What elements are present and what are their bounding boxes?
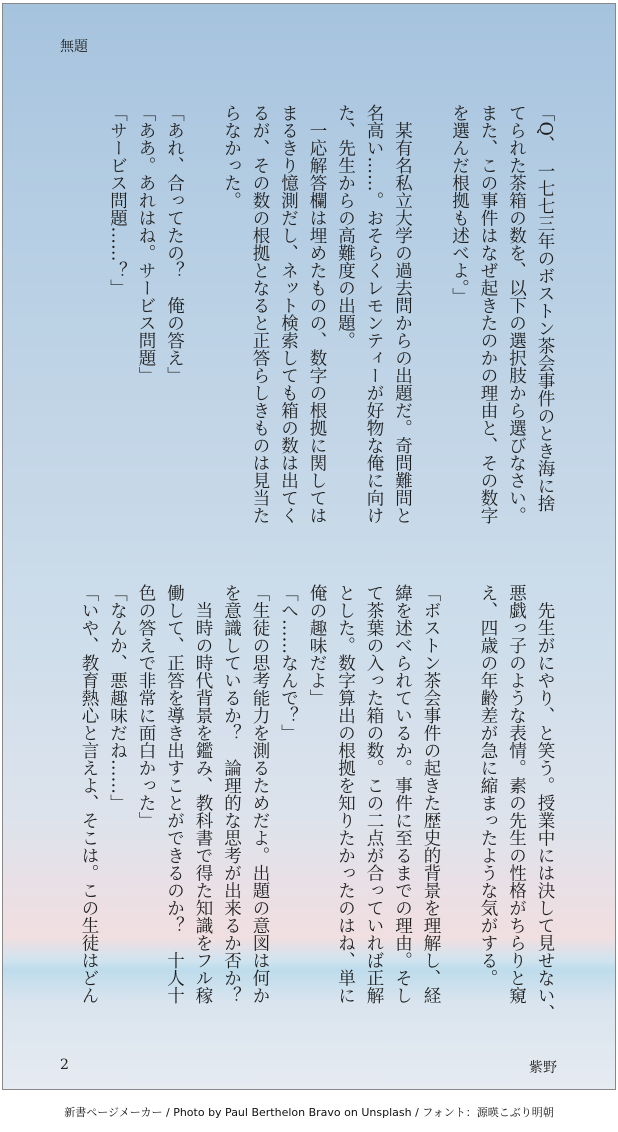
text-block-top <box>59 104 559 544</box>
text-line: を意識しているか？ 論理的な思考が出来るか否か？ <box>221 584 242 1004</box>
text-block-bottom <box>59 584 559 1024</box>
text-line: 「生徒の思考能力を測るためだよ。出題の意図は何か <box>250 584 270 1004</box>
page-title: 無題 <box>60 39 88 55</box>
text-line: 「あれ、合ってたの？ 俺の答え」 <box>164 104 185 384</box>
text-line: 緯を述べられているか。事件に至るまでの理由。そし <box>392 584 413 1004</box>
blank-line <box>445 584 474 1024</box>
text-line: 一応解答欄は埋めたものの、数字の根拠に関しては <box>307 104 327 524</box>
text-line: 「ボストン茶会事件の起きた歴史的背景を理解し、経 <box>421 584 441 1004</box>
text-line: とした。数字算出の根拠を知りたかったのはね、単に <box>335 584 356 1004</box>
text-line: 悪戯っ子のような表情。素の先生の性格がちらりと窺 <box>506 584 527 1004</box>
text-line: 「Q、 一七七三年のボストン茶会事件のとき海に捨 <box>535 104 555 513</box>
text-line: 色の答えで非常に面白かった」 <box>136 584 156 829</box>
text-line: て茶葉の入った箱の数。この二点が合っていれば正解 <box>364 584 384 1004</box>
text-line: 某有名私立大学の過去問からの出題だ。奇問難問と <box>392 104 413 524</box>
text-line: え、四歳の年齢差が急に縮まったような気がする。 <box>478 584 498 987</box>
text-line: 先生がにやり、と笑う。授業中には決して見せない、 <box>535 584 555 1022</box>
text-line: 当時の時代背景を鑑み、教科書で得た知識をフル稼 <box>193 584 213 1004</box>
text-line: 俺の趣味だよ」 <box>307 584 327 707</box>
book-page <box>2 3 616 1090</box>
text-line: 「へ……なんで？」 <box>278 584 299 742</box>
text-line: 名高い……。おそらくレモンティーが好物な俺に向け <box>364 104 384 524</box>
blank-line <box>189 104 218 544</box>
text-line: た、先生からの高難度の出題。 <box>335 104 356 349</box>
text-line: 「なんか、悪趣味だね……」 <box>107 584 128 812</box>
page-number: 2 <box>60 1057 69 1073</box>
text-line: を選んだ根拠も述べよ。」 <box>449 104 470 306</box>
blank-line <box>417 104 446 544</box>
text-line: 「いや、教育熱心と言えよ、そこは。この生徒はどん <box>79 584 99 1004</box>
text-line: てられた茶箱の数を、以下の選択肢から選びなさい。 <box>506 104 527 524</box>
text-line: るが、その数の根拠となると正答らしきものは見当た <box>250 104 270 524</box>
text-line: 働して、正答を導き出すことができるのか？ 十人十 <box>164 584 185 1004</box>
text-line: 「サービス問題……？」 <box>107 104 128 297</box>
text-line: らなかった。 <box>221 104 242 209</box>
text-line: 「ああ。あれはね。サービス問題」 <box>136 104 156 384</box>
text-line: また、この事件はなぜ起きたのかの理由と、その数字 <box>478 104 498 524</box>
author-name: 紫野 <box>529 1060 557 1076</box>
credit-line: 新書ページメーカー / Photo by Paul Berthelon Bravo on Unsplash / フォント：源暎こぶり明朝 <box>64 1106 554 1119</box>
text-line: まるきり憶測だし、ネット検索しても箱の数は出てく <box>278 104 299 524</box>
